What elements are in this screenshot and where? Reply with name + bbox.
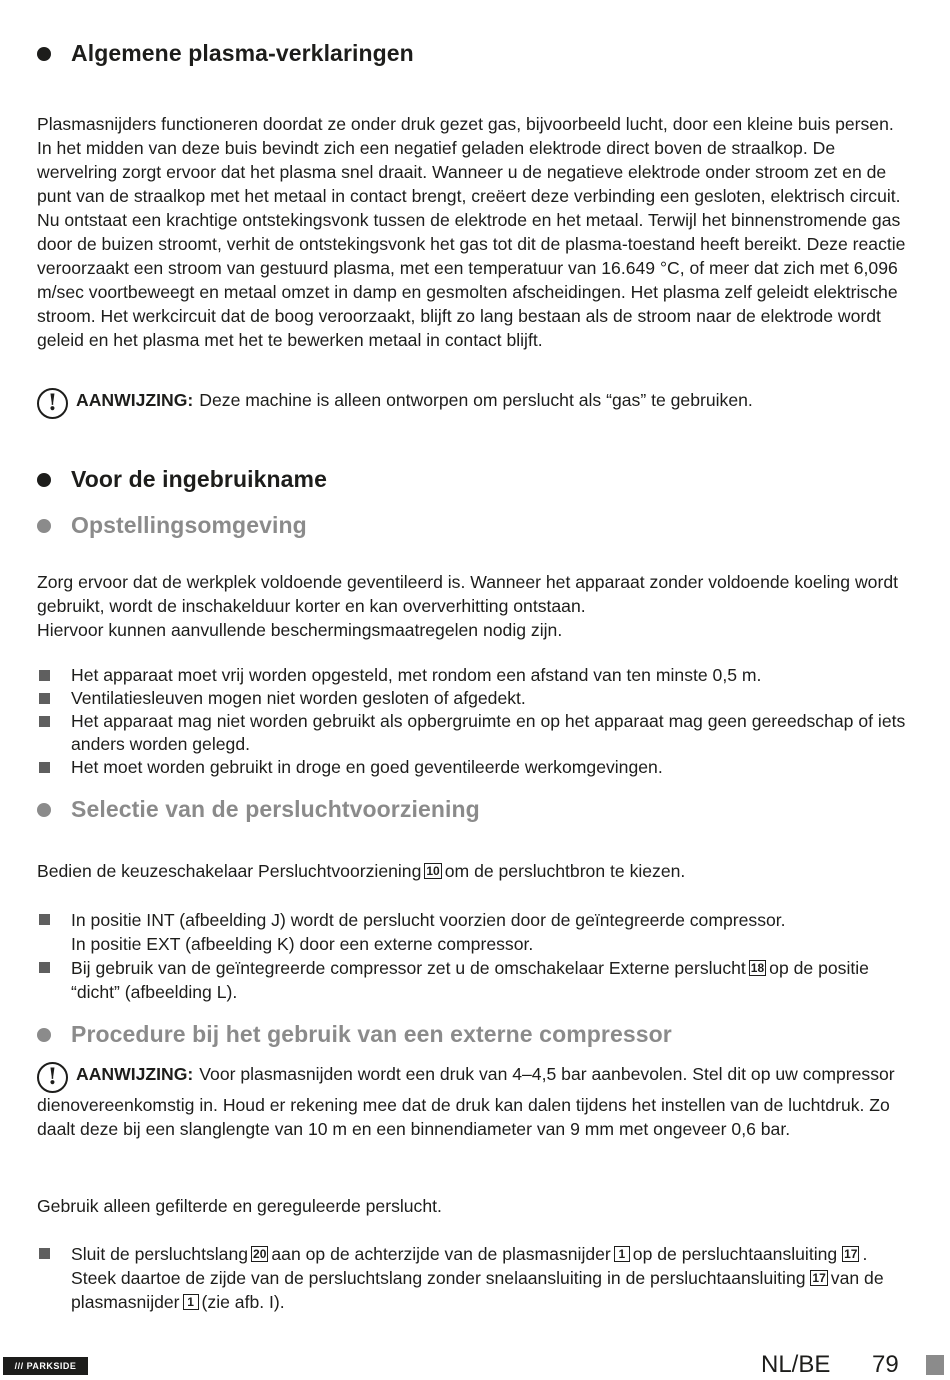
heading-text: Voor de ingebruikname: [71, 466, 327, 492]
heading-ingebruikname: [37, 466, 327, 493]
list-item-text: Sluit de persluchtslang: [71, 1244, 249, 1264]
heading-text: Opstellingsomgeving: [71, 512, 307, 538]
paragraph-gefilterd: Gebruik alleen gefilterde en gereguleerde perslucht.: [37, 1196, 442, 1216]
note-perslucht: [37, 388, 913, 419]
square-bullet-icon: [39, 1248, 50, 1259]
square-bullet-icon: [39, 962, 50, 973]
paragraph-text: Bedien de keuzeschakelaar Persluchtvoorziening: [37, 861, 422, 881]
note-label: AANWIJZING:: [76, 1064, 194, 1084]
note-text: Voor plasmasnijden wordt een druk van 4–4,5 bar aanbevolen. Stel dit op uw compressor dienovereenkomstig in. Houd er rekening mee dat de druk kan dalen tijdens het instellen van de luchtdruk. Zo daalt deze bij een slanglengte van 10 m en een binnendiameter van 9 mm met ongeveer 0,6 bar.: [37, 1064, 895, 1139]
list-item-text: . Steek daartoe de zijde van de persluchtslang zonder snelaansluiting in de persluchtaansluiting: [71, 1244, 868, 1288]
list-item-text: (zie afb. I).: [201, 1292, 285, 1312]
heading-algemene: [37, 40, 414, 67]
heading-procedure: [37, 1021, 672, 1048]
footer-language: NL/BE: [761, 1351, 831, 1378]
list-item: [37, 1242, 913, 1314]
list-item: [37, 664, 913, 687]
list-item-text: In positie INT (afbeelding J) wordt de perslucht voorzien door de geïntegreerde compressor.: [71, 910, 786, 930]
list-item-text: van de plasmasnijder: [71, 1268, 884, 1312]
reference-number-17: 17: [844, 1247, 858, 1261]
reference-number-1: 1: [614, 1246, 630, 1262]
square-bullet-icon: [39, 670, 50, 681]
heading-dot-icon: [37, 473, 51, 487]
heading-text: Procedure bij het gebruik van een externe compressor: [71, 1021, 672, 1047]
list-item-text: Het apparaat mag niet worden gebruikt als opbergruimte en op het apparaat mag geen gereedschap of iets anders worden gelegd.: [71, 711, 906, 754]
reference-number-20: 20: [253, 1247, 267, 1261]
list-item: [37, 756, 913, 779]
paragraph-text: om de persluchtbron te kiezen.: [444, 861, 686, 881]
list-selectie: [37, 908, 913, 1004]
note-druk: [37, 1062, 913, 1141]
list-item: [37, 908, 913, 956]
heading-text: Selectie van de persluchtvoorziening: [71, 796, 480, 822]
list-item: [37, 687, 913, 710]
square-bullet-icon: [39, 716, 50, 727]
list-item-text: Het moet worden gebruikt in droge en goed geventileerde werkomgevingen.: [71, 757, 663, 777]
list-item-text: aan op de achterzijde van de plasmasnijder: [271, 1244, 611, 1264]
list-opstelling: [37, 664, 913, 779]
paragraph-plasma: Plasmasnijders functioneren doordat ze onder druk gezet gas, bijvoorbeeld lucht, door een kleine buis persen. In het midden van deze buis bevindt zich een negatief geladen elektrode direct boven de straalkop. De wervelring zorgt ervoor dat het plasma snel draait. Wanneer u de negatieve elektrode onder stroom zet en de punt van de straalkop met het metaal in contact brengt, creëert deze verbinding een gesloten, elektrisch circuit. Nu ontstaat een krachtige ontstekingsvonk tussen de elektrode en het metaal. Terwijl het binnenstromende gas door de buizen stroomt, verhit de ontstekingsvonk het gas tot dit de plasma-toestand heeft bereikt. Deze reactie veroorzaakt een stroom van gestuurd plasma, met een temperatuur van 16.649 °C, of meer dat zich met 6,096 m/sec voortbeweegt en metaal omzet in damp en gesmolten afscheidingen. Het plasma zelf geleidt elektrische stroom. Het werkcircuit dat de boog veroorzaakt, blijft zo lang bestaan als de stroom naar de elektrode wordt geleid en het plasma met het te bewerken metaal in contact blijft.: [37, 114, 906, 350]
square-bullet-icon: [39, 914, 50, 925]
square-bullet-icon: [39, 762, 50, 773]
list-item: [37, 956, 913, 1004]
heading-text: Algemene plasma-verklaringen: [71, 40, 414, 66]
heading-opstelling: [37, 512, 307, 539]
heading-selectie: [37, 796, 480, 823]
list-item: [37, 710, 913, 756]
list-item-text: Het apparaat moet vrij worden opgesteld, met rondom een afstand van ten minste 0,5 m.: [71, 665, 762, 685]
heading-dot-icon: [37, 519, 51, 533]
exclamation-circle-icon: !: [37, 1062, 68, 1093]
list-item-text: Bij gebruik van de geïntegreerde compressor zet u de omschakelaar Externe perslucht: [71, 958, 746, 978]
reference-number-1: 1: [183, 1294, 199, 1310]
list-item-text: op de persluchtaansluiting: [632, 1244, 838, 1264]
paragraph-selectie: [37, 859, 913, 883]
list-item-text: In positie EXT (afbeelding K) door een externe compressor.: [71, 934, 534, 954]
heading-dot-icon: [37, 1028, 51, 1042]
paragraph-text: Hiervoor kunnen aanvullende beschermingsmaatregelen nodig zijn.: [37, 620, 563, 640]
reference-number-17: 17: [812, 1271, 826, 1285]
square-bullet-icon: [39, 693, 50, 704]
page-tab-marker: [926, 1355, 944, 1375]
heading-dot-icon: [37, 803, 51, 817]
exclamation-circle-icon: !: [37, 388, 68, 419]
note-label: AANWIJZING:: [76, 390, 194, 410]
heading-dot-icon: [37, 47, 51, 61]
parkside-logo: /// PARKSIDE: [3, 1357, 88, 1375]
paragraph-text: Zorg ervoor dat de werkplek voldoende geventileerd is. Wanneer het apparaat zonder voldoende koeling wordt gebruikt, wordt de inschakelduur korter en kan oververhitting ontstaan.: [37, 572, 898, 616]
list-item-text: Ventilatiesleuven mogen niet worden gesloten of afgedekt.: [71, 688, 526, 708]
note-text: Deze machine is alleen ontworpen om perslucht als “gas” te gebruiken.: [199, 390, 753, 410]
list-item-text: op de positie “dicht” (afbeelding L).: [71, 958, 869, 1002]
reference-number-10: 10: [426, 864, 440, 878]
page-number: 79: [872, 1351, 899, 1378]
reference-number-18: 18: [750, 961, 765, 975]
list-procedure: [37, 1242, 913, 1314]
paragraph-opstelling: [37, 570, 913, 642]
